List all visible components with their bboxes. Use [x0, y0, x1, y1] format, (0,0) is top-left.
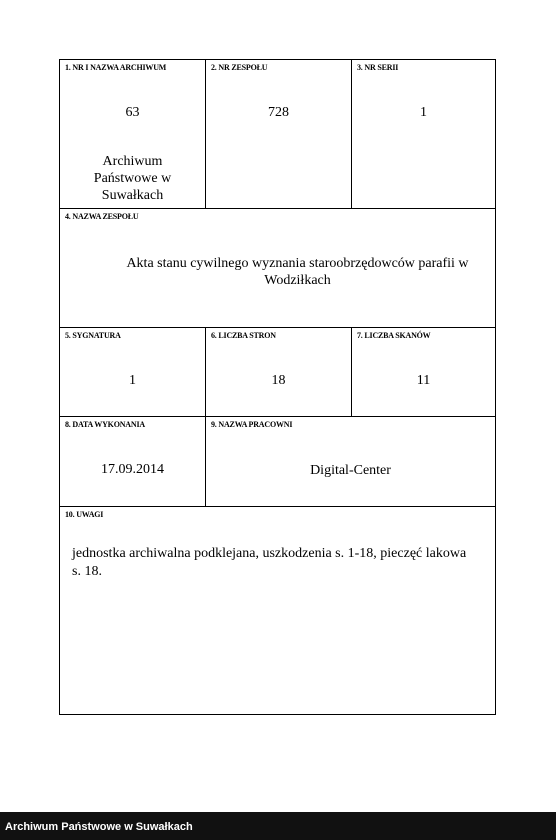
- field-signature: [60, 328, 205, 416]
- series-number-value: 1: [420, 105, 427, 120]
- field-label: 1. NR I NAZWA ARCHIWUM: [65, 63, 167, 72]
- archive-name-line: Archiwum: [102, 154, 163, 169]
- date-value: 17.09.2014: [101, 462, 164, 477]
- fonds-name-line: Akta stanu cywilnego wyznania staroobrzędowców parafii w: [126, 256, 469, 271]
- field-date: [60, 417, 205, 506]
- field-label: 5. SYGNATURA: [65, 331, 121, 340]
- archive-number: 63: [125, 105, 140, 120]
- field-label: 9. NAZWA PRACOWNI: [211, 420, 293, 429]
- field-page-count: [206, 328, 351, 416]
- field-archive: [60, 60, 205, 208]
- field-series-number: [352, 60, 495, 208]
- archive-name-line: Suwałkach: [101, 188, 164, 203]
- signature-value: 1: [129, 373, 136, 388]
- fonds-name-line: Wodziłkach: [264, 273, 331, 288]
- field-remarks: [60, 507, 495, 714]
- field-fonds-number: [206, 60, 351, 208]
- footer-bar: [0, 812, 556, 840]
- remarks-line: jednostka archiwalna podklejana, uszkodzenia s. 1-18, pieczęć lakowa: [72, 546, 467, 561]
- footer-text: Archiwum Państwowe w Suwałkach: [5, 821, 193, 833]
- field-label: 8. DATA WYKONANIA: [65, 420, 145, 429]
- page-count-value: 18: [271, 373, 286, 388]
- field-workshop: [206, 417, 495, 506]
- field-label: 6. LICZBA STRON: [211, 331, 276, 340]
- field-label: 7. LICZBA SKANÓW: [357, 331, 431, 340]
- metadata-form: [59, 59, 496, 715]
- field-fonds-name: [60, 209, 495, 327]
- field-scan-count: [352, 328, 495, 416]
- fonds-number-value: 728: [268, 105, 289, 120]
- archive-name-line: Państwowe w: [93, 171, 172, 186]
- field-label: 4. NAZWA ZESPOŁU: [65, 212, 139, 221]
- field-label: 10. UWAGI: [65, 510, 104, 519]
- field-label: 3. NR SERII: [357, 63, 399, 72]
- remarks-line: s. 18.: [72, 564, 102, 579]
- field-label: 2. NR ZESPOŁU: [211, 63, 268, 72]
- scan-count-value: 11: [416, 373, 431, 388]
- workshop-value: Digital-Center: [310, 463, 391, 478]
